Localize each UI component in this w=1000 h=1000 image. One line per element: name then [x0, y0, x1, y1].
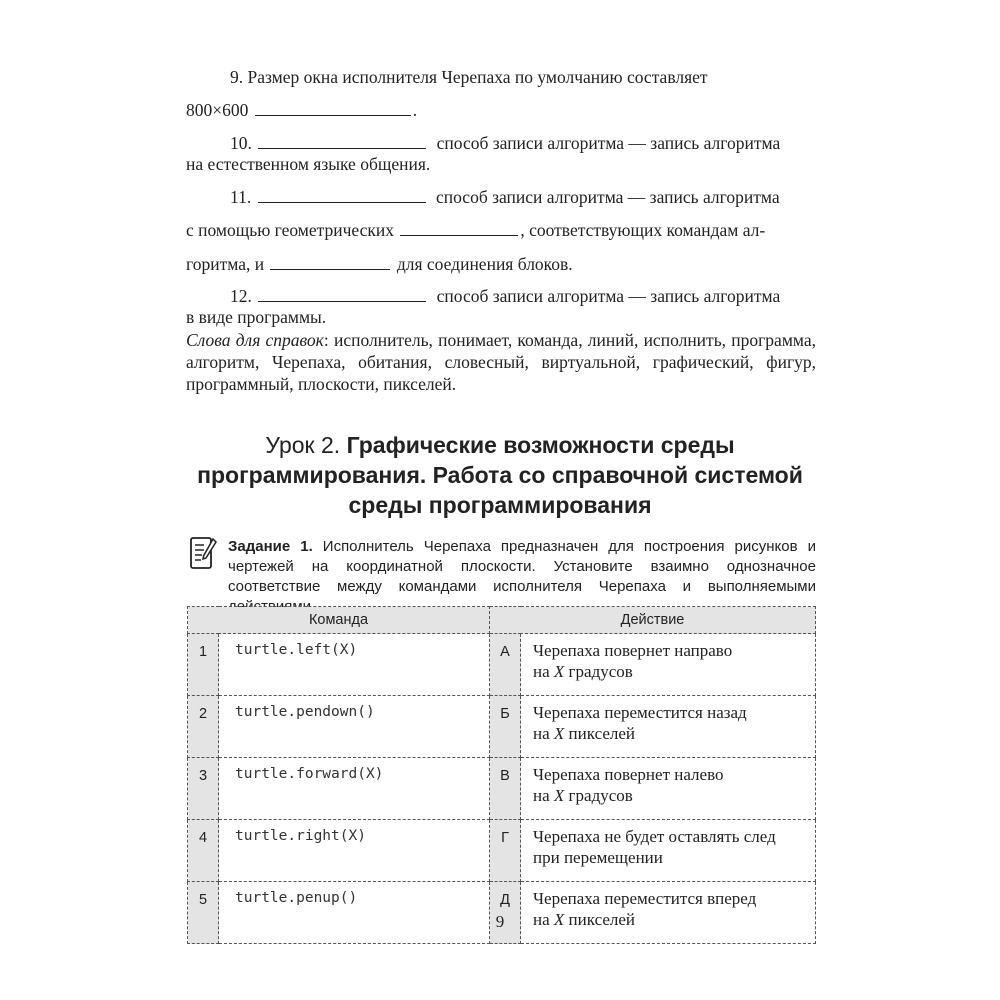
- command-code: turtle.forward(X): [219, 758, 490, 820]
- action-description: [521, 820, 816, 882]
- action-description: [521, 634, 816, 696]
- reference-words-label: Слова для справок: [186, 330, 324, 350]
- action-line2-b: пикселей: [564, 724, 636, 743]
- action-line2-b: пикселей: [564, 910, 636, 929]
- q9-line1: [186, 66, 860, 88]
- q10-line1: [186, 132, 860, 154]
- command-number: 4: [188, 820, 219, 882]
- q12-line2: в виде программы.: [186, 307, 327, 327]
- answer-blank-q11-c[interactable]: [270, 255, 390, 270]
- q11-line1: [186, 186, 860, 208]
- lesson-title-line1: [150, 430, 850, 460]
- action-letter: Б: [490, 696, 521, 758]
- action-description: [521, 758, 816, 820]
- action-line1: Черепаха переместится вперед: [533, 889, 757, 908]
- action-letter: Г: [490, 820, 521, 882]
- q11-text: способ записи алгоритма — запись алгоритма: [435, 187, 780, 207]
- action-variable: X: [553, 786, 565, 805]
- matching-table: [187, 606, 816, 944]
- table-body: [188, 634, 816, 944]
- action-letter: В: [490, 758, 521, 820]
- command-number: 1: [188, 634, 219, 696]
- action-line1: Черепаха повернет направо: [533, 641, 733, 660]
- table-row: [188, 820, 816, 882]
- action-variable: X: [553, 662, 565, 681]
- action-letter: А: [490, 634, 521, 696]
- q9-line2: [186, 99, 816, 121]
- task-text: Исполнитель Черепаха предназначен для построения рисунков и чертежей на координатной плоскости. Установите взаимно однозначное соответствие между командами исполнителя Черепаха и выполняемыми: [228, 538, 816, 595]
- q11-text-c: горитма, и: [186, 254, 265, 274]
- action-line2-a: на: [533, 724, 554, 743]
- q11-text-b: , соответствующих командам ал-: [520, 220, 766, 240]
- action-letter: Д: [490, 882, 521, 944]
- action-line2-b: градусов: [564, 786, 633, 805]
- command-number: 5: [188, 882, 219, 944]
- answer-blank-q10[interactable]: [258, 134, 426, 149]
- task-label: Задание 1.: [228, 538, 313, 555]
- lesson-title: [150, 430, 850, 520]
- command-code: turtle.pendown(): [219, 696, 490, 758]
- answer-blank-q11-b[interactable]: [400, 221, 518, 236]
- action-line2-a: на: [533, 910, 554, 929]
- action-line1: Черепаха повернет налево: [533, 765, 724, 784]
- q11-text-a: с помощью геометрических: [186, 220, 394, 240]
- q11-number: 11.: [230, 187, 252, 207]
- notebook-pencil-icon: [189, 536, 217, 570]
- table-header-row: [188, 607, 816, 634]
- reference-words: [186, 329, 816, 395]
- action-variable: X: [553, 724, 565, 743]
- action-line2-a: при перемещении: [533, 848, 663, 867]
- command-code: turtle.penup(): [219, 882, 490, 944]
- answer-blank-q9[interactable]: [255, 101, 411, 116]
- lesson-number: Урок 2.: [265, 432, 341, 458]
- q12-number: 12.: [230, 286, 252, 306]
- command-number: 3: [188, 758, 219, 820]
- action-line2-b: градусов: [564, 662, 633, 681]
- action-variable: X: [553, 910, 565, 929]
- action-line2-a: на: [533, 786, 554, 805]
- action-line2: [533, 661, 815, 682]
- table-row: [188, 696, 816, 758]
- q10-number: 10.: [230, 133, 252, 153]
- page-number: 9: [495, 912, 505, 931]
- q11-text-d: для соединения блоков.: [396, 254, 573, 274]
- q11-line3: [186, 253, 816, 275]
- command-number: 2: [188, 696, 219, 758]
- lesson-title-text1: Графические возможности среды: [346, 432, 735, 458]
- action-line2: [533, 785, 815, 806]
- task-1: [228, 537, 816, 617]
- reference-words-list: : исполнитель, понимает, команда, линий, исполнить, программа, алгоритм, Черепаха, обитания, словесный, виртуальной, графический, фигур, программный, плоскости, пикселей.: [186, 330, 817, 394]
- q9-value: 800×600: [186, 100, 249, 120]
- q11-line2: [186, 219, 816, 241]
- action-line2: [533, 723, 815, 744]
- command-code: turtle.right(X): [219, 820, 490, 882]
- header-action: Действие: [490, 607, 816, 634]
- q12-text: способ записи алгоритма — запись алгоритма: [436, 286, 781, 306]
- answer-blank-q12[interactable]: [258, 287, 426, 302]
- command-code: turtle.left(X): [219, 634, 490, 696]
- answer-blank-q11-a[interactable]: [258, 188, 426, 203]
- action-line1: Черепаха переместится назад: [533, 703, 747, 722]
- q10-line2: на естественном языке общения.: [186, 154, 431, 174]
- lesson-title-text2: программирования. Работа со справочной системой: [197, 462, 803, 488]
- action-description: [521, 696, 816, 758]
- q12-line1: [186, 285, 860, 307]
- table-row: [188, 634, 816, 696]
- q9-period: .: [412, 100, 418, 120]
- table-row: [188, 758, 816, 820]
- action-line1: Черепаха не будет оставлять след: [533, 827, 776, 846]
- q10-text: способ записи алгоритма — запись алгоритма: [436, 133, 781, 153]
- action-line2: [533, 847, 815, 868]
- header-command: Команда: [188, 607, 490, 634]
- action-line2-a: на: [533, 662, 554, 681]
- q9-text: 9. Размер окна исполнителя Черепаха по умолчанию составляет: [230, 67, 708, 87]
- lesson-title-text3: среды программирования: [348, 492, 652, 518]
